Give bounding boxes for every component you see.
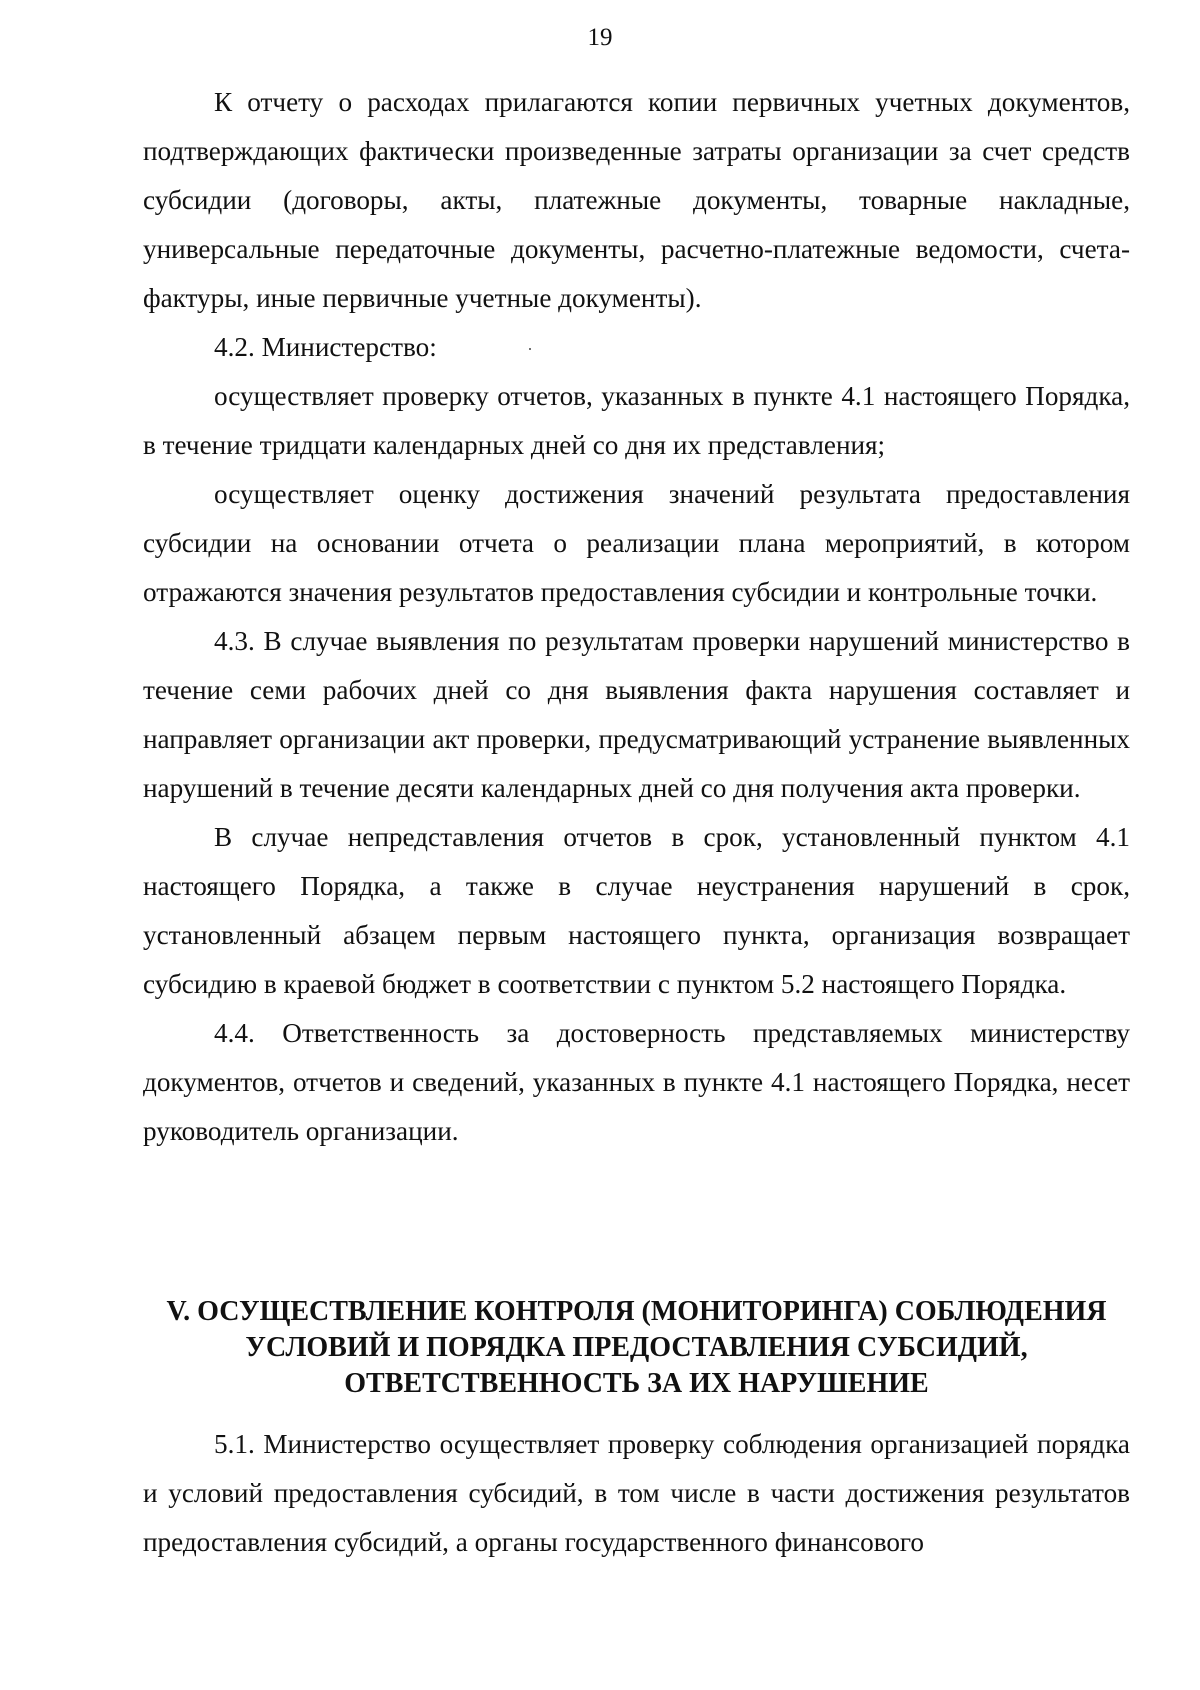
paragraph-4-2-report-check: осуществляет проверку отчетов, указанных в пункте 4.1 настоящего Порядка, в течение тридцати календарных дней со дня их представления;: [143, 381, 1130, 460]
paragraph-4-3-non-submission: В случае непредставления отчетов в срок, установленный пунктом 4.1 настоящего Порядка, а также в случае неустранения нарушений в срок, установленный абзацем первым настоящего пункта, организация возвращает субсидию в краевой бюджет в соответствии с пунктом 5.2 настоящего Порядка.: [143, 822, 1130, 999]
paragraph-4-2-result-assessment: осуществляет оценку достижения значений результата предоставления субсидии на основании отчета о реализации плана мероприятий, в котором отражаются значения результатов предоставления субсидии и контрольные точки.: [143, 479, 1130, 607]
paragraph-4-4-responsibility: 4.4. Ответственность за достоверность представляемых министерству документов, отчетов и сведений, указанных в пункте 4.1 настоящего Порядка, несет руководитель организации.: [143, 1018, 1130, 1146]
paragraph-4-3-violations: 4.3. В случае выявления по результатам проверки нарушений министерство в течение семи рабочих дней со дня выявления факта нарушения составляет и направляет организации акт проверки, предусматривающий устранение выявленных нарушений в течение десяти календарных дней со дня получения акта проверки.: [143, 626, 1130, 803]
section-heading-line-1: V. ОСУЩЕСТВЛЕНИЕ КОНТРОЛЯ (МОНИТОРИНГА) СОБЛЮДЕНИЯ: [166, 1296, 1107, 1327]
paragraph-5-1-control: 5.1. Министерство осуществляет проверку соблюдения организацией порядка и условий предоставления субсидий, в том числе в части достижения результатов предоставления субсидий, а органы государственного финансового: [143, 1429, 1130, 1557]
section-heading-line-2: УСЛОВИЙ И ПОРЯДКА ПРЕДОСТАВЛЕНИЯ СУБСИДИЙ,: [245, 1332, 1028, 1363]
document-body: [143, 78, 1130, 1156]
paragraph-expense-report-attachments: К отчету о расходах прилагаются копии первичных учетных документов, подтверждающих фактически произведенные затраты организации за счет средств субсидии (договоры, акты, платежные документы, товарные накладные, универсальные передаточные документы, расчетно-платежные ведомости, счета-фактуры, иные первичные учетные документы).: [143, 87, 1130, 313]
paragraph-4-2-heading: 4.2. Министерство:: [214, 332, 437, 362]
section-v-body: [143, 1420, 1130, 1567]
page-number: 19: [587, 24, 613, 51]
section-heading-line-3: ОТВЕТСТВЕННОСТЬ ЗА ИХ НАРУШЕНИЕ: [344, 1368, 929, 1399]
section-v-heading: [143, 1294, 1130, 1402]
